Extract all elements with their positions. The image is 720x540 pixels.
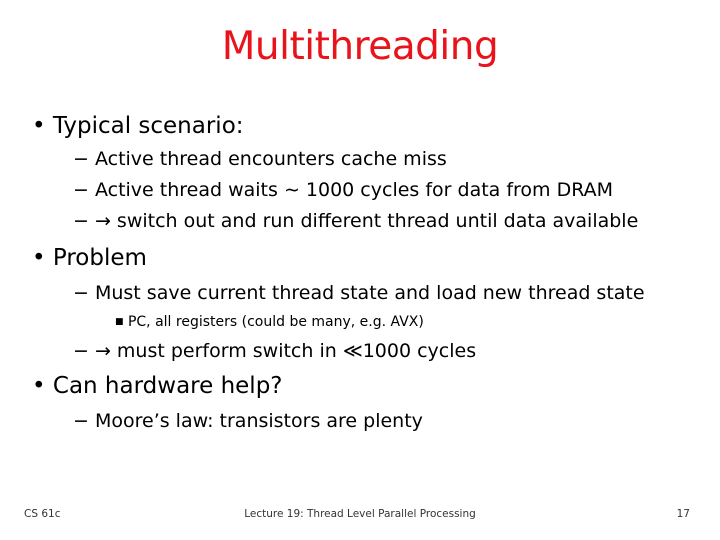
subitem (73, 282, 645, 304)
footer-lecture-title: Lecture 19: Thread Level Parallel Processing (244, 508, 476, 520)
dash-icon: − (73, 410, 89, 432)
subitem-text: Moore’s law: transistors are plenty (94, 410, 423, 432)
bullet-dot-icon: • (32, 245, 46, 271)
footer-course: CS 61c (24, 508, 61, 520)
subitem (73, 179, 613, 201)
bullet-typical-scenario (32, 113, 244, 139)
bullet-can-hardware-help (32, 373, 283, 399)
bullet-text: Problem (52, 245, 147, 271)
bullet-text: Typical scenario: (52, 113, 244, 139)
bullet-dot-icon: • (32, 373, 46, 399)
subitem (73, 148, 447, 170)
footer-page-number: 17 (676, 508, 690, 520)
subitem (73, 210, 638, 232)
subitem-text: → must perform switch in ≪1000 cycles (94, 340, 477, 362)
subsubitem-text: PC, all registers (could be many, e.g. AVX) (127, 314, 424, 330)
bullet-dot-icon: • (32, 113, 46, 139)
subitem-text: → switch out and run different thread until data available (94, 210, 639, 232)
bullet-problem (32, 245, 147, 271)
subitem-text: Active thread encounters cache miss (94, 148, 447, 170)
dash-icon: − (73, 179, 89, 201)
dash-icon: − (73, 340, 89, 362)
subsubitem (115, 314, 424, 330)
square-bullet-icon: ■ (115, 317, 124, 327)
subitem-text: Active thread waits ∼ 1000 cycles for data from DRAM (94, 179, 614, 201)
dash-icon: − (73, 210, 89, 232)
dash-icon: − (73, 148, 89, 170)
slide-title: Multithreading (221, 24, 499, 69)
subitem (73, 410, 423, 432)
subitem-text: Must save current thread state and load new thread state (94, 282, 645, 304)
dash-icon: − (73, 282, 89, 304)
bullet-text: Can hardware help? (52, 373, 283, 399)
subitem (73, 340, 476, 362)
